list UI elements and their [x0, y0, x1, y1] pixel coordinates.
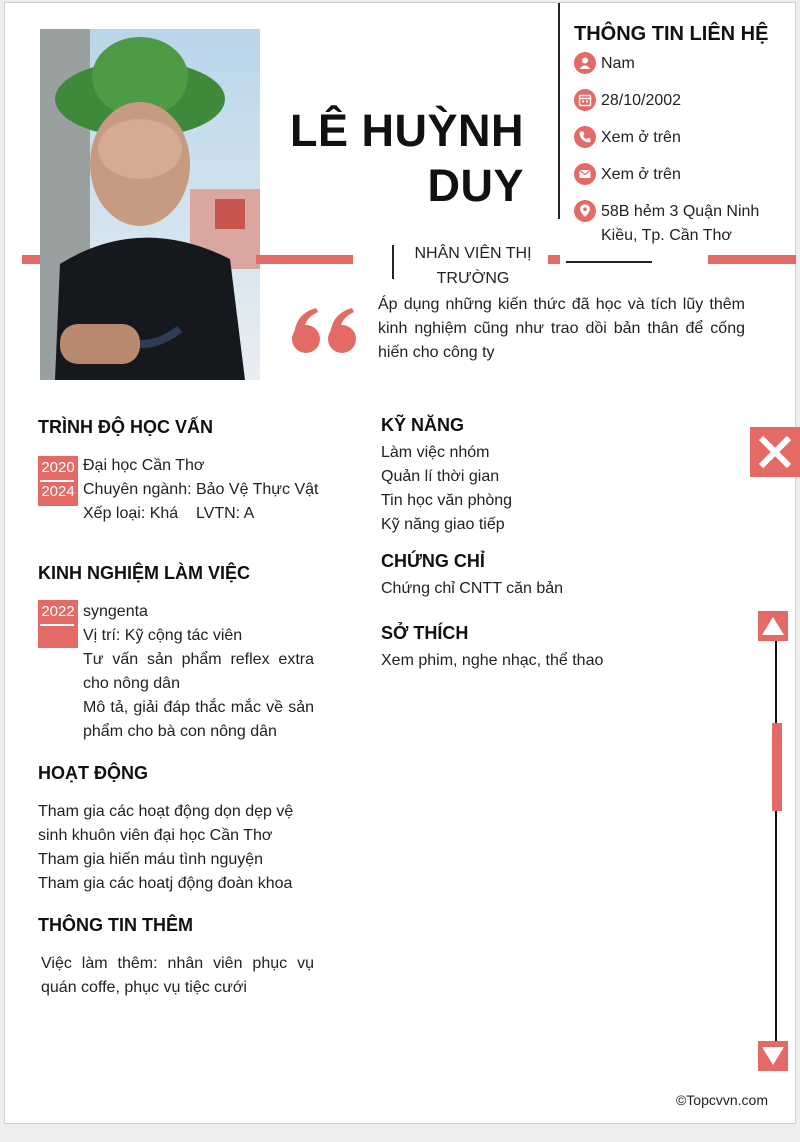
contact-dob — [574, 89, 800, 113]
experience-company: syngenta — [83, 603, 148, 620]
certificate-item: Chứng chỉ CNTT căn bản — [381, 580, 564, 597]
experience-year: 2022 — [41, 603, 75, 620]
education-grade: Xếp loại: Khá LVTN: A — [83, 505, 255, 522]
extra-info-line-2: quán coffe, phục vụ tiệc cưới — [41, 979, 247, 996]
role-line-1: NHÂN VIÊN THỊ — [414, 245, 532, 262]
certificates-title: CHỨNG CHỈ — [381, 551, 485, 571]
contact-divider — [558, 3, 560, 219]
experience-position: Vị trí: Kỹ cộng tác viên — [83, 627, 243, 644]
phone-value[interactable]: Xem ở trên — [601, 129, 681, 146]
contact-address — [574, 200, 800, 248]
scroll-up-button[interactable] — [758, 611, 788, 641]
gender-value: Nam — [601, 55, 635, 72]
experience-task-1-line-1: Tư vấn sản phẩm reflex extra — [83, 651, 314, 668]
name-line-2: DUY — [427, 160, 524, 211]
email-value[interactable]: Xem ở trên — [601, 166, 681, 183]
accent-bar-small — [548, 255, 560, 264]
activities-title: HOẠT ĐỘNG — [38, 763, 148, 783]
address-line-2: Kiều, Tp. Cần Thơ — [601, 227, 732, 244]
education-year-start: 2020 — [41, 459, 75, 476]
education-major: Chuyên ngành: Bảo Vệ Thực Vật — [83, 481, 319, 498]
role-divider — [392, 245, 394, 279]
scrollbar-track[interactable] — [775, 639, 777, 1045]
activity-line: sinh khuôn viên đại học Cần Thơ — [38, 827, 273, 844]
activity-line: Tham gia các hoạt động dọn dẹp vệ — [38, 803, 294, 820]
activity-line: Tham gia các hoatj động đoàn khoa — [38, 875, 293, 892]
contact-email — [574, 163, 800, 187]
role-underline — [566, 261, 652, 263]
experience-title: KINH NGHIỆM LÀM VIỆC — [38, 563, 251, 583]
quote-icon — [292, 306, 358, 359]
hobbies-text: Xem phim, nghe nhạc, thể thao — [381, 652, 604, 669]
extra-info-title: THÔNG TIN THÊM — [38, 915, 193, 935]
education-year-separator — [40, 480, 74, 482]
hobbies-title: SỞ THÍCH — [381, 623, 469, 643]
dob-value: 28/10/2002 — [601, 92, 682, 109]
profile-photo — [40, 29, 260, 380]
contact-title: THÔNG TIN LIÊN HỆ — [574, 23, 769, 45]
address-value — [601, 200, 800, 248]
experience-task-2-line-1: Mô tả, giải đáp thắc mắc về sản — [83, 699, 314, 716]
accent-bar-left — [22, 255, 40, 264]
experience-task-2-line-2: phẩm cho bà con nông dân — [83, 723, 277, 740]
skills-title: KỸ NĂNG — [381, 415, 465, 435]
cv-page — [4, 2, 796, 1124]
contact-gender — [574, 52, 800, 76]
education-school: Đại học Cần Thơ — [83, 457, 205, 474]
location-pin-icon — [574, 200, 596, 222]
skill-item: Quản lí thời gian — [381, 468, 500, 485]
skill-item: Tin học văn phòng — [381, 492, 513, 509]
arrow-up-icon — [758, 611, 788, 641]
full-name — [290, 103, 524, 213]
education-year-end: 2024 — [41, 483, 75, 500]
scrollbar-thumb[interactable] — [772, 723, 782, 811]
education-title: TRÌNH ĐỘ HỌC VẤN — [38, 417, 213, 437]
address-line-1: 58B hẻm 3 Quận Ninh — [601, 203, 760, 220]
accent-bar-center — [256, 255, 353, 264]
close-icon — [750, 427, 800, 477]
accent-bar-right — [708, 255, 796, 264]
close-button[interactable] — [750, 427, 800, 477]
person-icon — [574, 52, 596, 74]
arrow-down-icon — [758, 1041, 788, 1071]
activity-line: Tham gia hiến máu tình nguyện — [38, 851, 264, 868]
role-line-2: TRƯỜNG — [436, 270, 510, 287]
name-line-1: LÊ HUỲNH — [289, 105, 524, 156]
footer-brand[interactable]: ©Topcvvn.com — [675, 1092, 768, 1108]
skill-item: Kỹ năng giao tiếp — [381, 516, 505, 533]
mail-icon — [574, 163, 596, 185]
career-objective: Áp dụng những kiến thức đã học và tích lũy thêm kinh nghiệm cũng như trao dồi bản thân để cống hiến cho công ty — [378, 296, 745, 361]
contact-phone — [574, 126, 800, 150]
skill-item: Làm việc nhóm — [381, 444, 490, 461]
experience-task-1-line-2: cho nông dân — [83, 675, 180, 692]
scroll-down-button[interactable] — [758, 1041, 788, 1071]
phone-icon — [574, 126, 596, 148]
experience-year-separator — [40, 624, 74, 626]
job-role — [398, 241, 548, 291]
calendar-icon — [574, 89, 596, 111]
extra-info-line-1: Việc làm thêm: nhân viên phục vụ — [41, 955, 314, 972]
